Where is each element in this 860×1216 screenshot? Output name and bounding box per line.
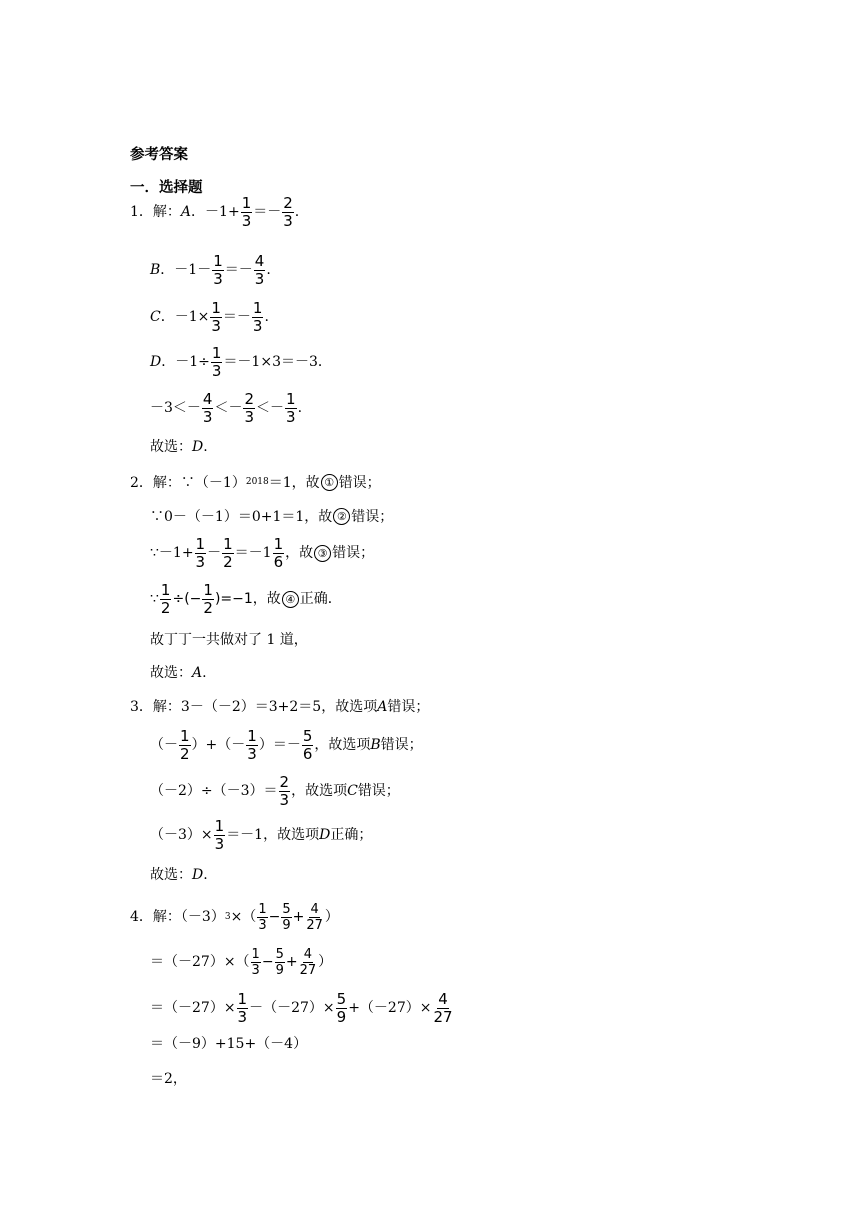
q4-line-1: 4． 解：（－3） 3 ×（ $\frac{1}{3}$ − $\frac{5}{9}$ + $\frac{4}{27}$ ） — [130, 901, 339, 933]
q2-answer: 故选： A . — [150, 665, 207, 681]
fraction: $\frac{4}{27}$ — [433, 989, 453, 1026]
q2-line-1: 2． 解：∵（－1） 2018 ＝1，故 ① 错误； — [130, 474, 381, 491]
fraction: $\frac{1}{3}$ — [211, 343, 222, 380]
q1-line-d: D ．－1 ÷ $\frac{1}{3}$ ＝－1×3＝－3． — [150, 343, 332, 380]
fraction: $\frac{4}{3}$ — [202, 389, 213, 426]
fraction: $\frac{5}{6}$ — [302, 726, 313, 763]
fraction: $\frac{1}{6}$ — [273, 534, 284, 571]
circled-number: ④ — [282, 591, 299, 608]
fraction: $\frac{1}{3}$ — [211, 298, 221, 335]
fraction: $\frac{1}{3}$ — [251, 946, 260, 978]
fraction: $\frac{1}{3}$ — [237, 989, 248, 1026]
fraction: $\frac{2}{3}$ — [279, 772, 290, 809]
q4-line-3: ＝（－27）× $\frac{1}{3}$ －（－27）× $\frac{5}{9}$ +（－27）× $\frac{4}{27}$ — [150, 989, 453, 1026]
q1-compare: －3＜－ $\frac{4}{3}$ ＜－ $\frac{2}{3}$ ＜－ $\frac{1}{3}$ . — [150, 389, 303, 426]
circled-number: ③ — [314, 545, 331, 562]
fraction: $\frac{5}{9}$ — [282, 901, 291, 933]
page-title: 参考答案 — [130, 146, 188, 163]
fraction: $\frac{1}{3}$ — [213, 251, 223, 288]
fraction: $\frac{1}{3}$ — [258, 901, 267, 933]
q4-line-2: ＝（－27）×（ $\frac{1}{3}$ − $\frac{5}{9}$ + $\frac{4}{27}$ ） — [150, 946, 333, 978]
fraction: $\frac{1}{3}$ — [214, 816, 225, 853]
q2-conclusion: 故丁丁一共做对了 1 道， — [150, 632, 308, 648]
q4-line-5: ＝2， — [150, 1071, 187, 1087]
q1-answer: 故选： D . — [150, 439, 208, 455]
circled-number: ① — [321, 474, 338, 491]
q3-line-1: 3． 解：3－（－2）＝3+2＝5，故选项 A 错误； — [130, 699, 430, 715]
circled-number: ② — [333, 508, 350, 525]
fraction: $\frac{1}{2}$ — [160, 580, 171, 617]
fraction: $\frac{4}{27}$ — [306, 901, 323, 933]
fraction: $\frac{1}{3}$ — [247, 726, 257, 763]
fraction: $\frac{1}{2}$ — [180, 726, 190, 763]
fraction: $\frac{2}{3}$ — [244, 389, 255, 426]
q1-line-a: 1． 解： A ．－1+ $\frac{1}{3}$ ＝－ $\frac{2}{3}$ . — [130, 193, 300, 230]
fraction: $\frac{4}{3}$ — [254, 251, 265, 288]
fraction: $\frac{1}{3}$ — [241, 193, 252, 230]
fraction: $\frac{5}{9}$ — [275, 946, 284, 978]
q3-line-3: （－2）÷（－3）＝ $\frac{2}{3}$ ，故选项 C 错误； — [150, 772, 400, 809]
q2-line-3: ∵－1+ $\frac{1}{3}$ － $\frac{1}{2}$ ＝－1 $\frac{1}{6}$ ，故 ③ 错误； — [150, 534, 375, 571]
q2-line-2: ∵0－（－1）＝0+1＝1，故 ② 错误； — [150, 508, 394, 525]
section-heading: 一．选择题 — [130, 179, 203, 196]
fraction: $\frac{1}{2}$ — [223, 534, 233, 571]
q1-line-b: B ．－1－ $\frac{1}{3}$ ＝－ $\frac{4}{3}$ . — [150, 251, 271, 288]
q2-line-4: ∵ $\frac{1}{2}$ ÷ (− $\frac{1}{2}$ )=−1 ，故 ④ 正确． — [150, 580, 342, 617]
fraction: $\frac{1}{3}$ — [252, 298, 263, 335]
q4-line-4: ＝（－9）+15+（－4） — [150, 1036, 308, 1052]
q3-line-2: （－ $\frac{1}{2}$ ）+（－ $\frac{1}{3}$ ）＝－ $\frac{5}{6}$ ，故选项 B 错误； — [150, 726, 423, 763]
fraction: $\frac{1}{2}$ — [203, 580, 213, 617]
fraction: $\frac{5}{9}$ — [336, 989, 347, 1026]
fraction: $\frac{1}{3}$ — [286, 389, 296, 426]
q3-line-4: （－3）× $\frac{1}{3}$ ＝－1，故选项 D 正确； — [150, 816, 373, 853]
fraction: $\frac{2}{3}$ — [283, 193, 293, 230]
fraction: $\frac{1}{3}$ — [195, 534, 206, 571]
fraction: $\frac{4}{27}$ — [299, 946, 317, 978]
q1-line-c: C ．－1× $\frac{1}{3}$ ＝－ $\frac{1}{3}$ . — [150, 298, 269, 335]
q3-answer: 故选： D . — [150, 867, 208, 883]
